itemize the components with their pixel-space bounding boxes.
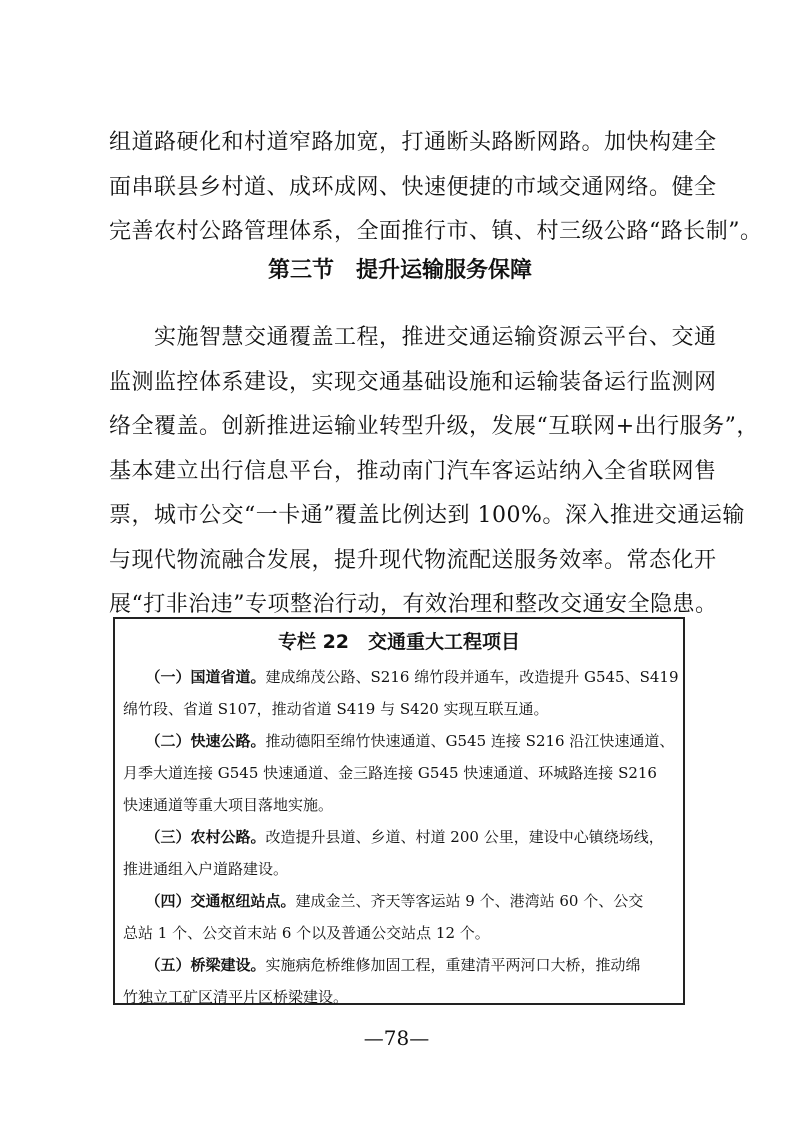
item-text: 改造提升县道、乡道、村道 200 公里，建设中心镇绕场线， [265, 828, 664, 846]
text-line: 基本建立出行信息平台，推动南门汽车客运站纳入全省联网售 [109, 458, 717, 484]
list-item [123, 725, 679, 757]
project-column-box [113, 617, 685, 1005]
item-text: 总站 1 个、公交首末站 6 个以及普通公交站点 12 个。 [123, 924, 490, 942]
item-text: 建成绵茂公路、S216 绵竹段并通车，改造提升 G545、S419 [265, 668, 679, 686]
text-line: 实施智慧交通覆盖工程，推进交通运输资源云平台、交通 [109, 325, 717, 350]
item-heading: （一）国道省道。 [153, 668, 266, 686]
text-line: 组道路硬化和村道窄路加宽，打通断头路断网路。加快构建全 [109, 130, 717, 155]
item-text: 竹独立工矿区清平片区桥梁建设。 [123, 988, 349, 1006]
item-text: 建成金兰、齐天等客运站 9 个、港湾站 60 个、公交 [295, 892, 644, 910]
item-heading: （二）快速公路。 [153, 732, 266, 750]
paragraph-rural-roads [109, 121, 763, 255]
item-text: 绵竹段、省道 S107，推动省道 S419 与 S420 实现互联互通。 [123, 700, 549, 718]
page-number: —78— [363, 1026, 430, 1050]
item-heading: （三）农村公路。 [153, 828, 266, 846]
item-text: 快速通道等重大项目落地实施。 [123, 796, 334, 814]
item-heading: （五）桥梁建设。 [153, 956, 266, 974]
list-item [123, 661, 679, 693]
list-item [123, 885, 679, 917]
item-text: 月季大道连接 G545 快速通道、金三路连接 G545 快速通道、环城路连接 S216 [123, 764, 657, 782]
box-title: 专栏 22 交通重大工程项目 [277, 631, 521, 653]
text-line: 面串联县乡村道、成环成网、快速便捷的市域交通网络。健全 [109, 174, 717, 200]
item-heading: （四）交通枢纽站点。 [153, 892, 296, 910]
item-text: 推进通组入户道路建设。 [123, 860, 289, 878]
list-item [123, 821, 679, 853]
text-line: 展“打非治违”专项整治行动，有效治理和整改交通安全隐患。 [109, 592, 718, 617]
text-line: 与现代物流融合发展，提升现代物流配送服务效率。常态化开 [109, 547, 717, 573]
item-text: 实施病危桥维修加固工程，重建清平两河口大桥，推动绵 [265, 956, 641, 974]
item-text: 推动德阳至绵竹快速通道、G545 连接 S216 沿江快速通道、 [265, 732, 675, 750]
text-line: 票，城市公交“一卡通”覆盖比例达到 100%。深入推进交通运输 [109, 503, 745, 528]
text-line: 监测监控体系建设，实现交通基础设施和运输装备运行监测网 [109, 369, 717, 395]
section-heading: 第三节 提升运输服务保障 [267, 258, 532, 283]
text-line: 完善农村公路管理体系，全面推行市、镇、村三级公路“路长制”。 [109, 219, 763, 244]
box-body [123, 661, 679, 1013]
text-line: 络全覆盖。创新推进运输业转型升级，发展“互联网+出行服务”， [109, 414, 759, 439]
list-item [123, 949, 679, 981]
paragraph-transport-service [109, 316, 759, 628]
